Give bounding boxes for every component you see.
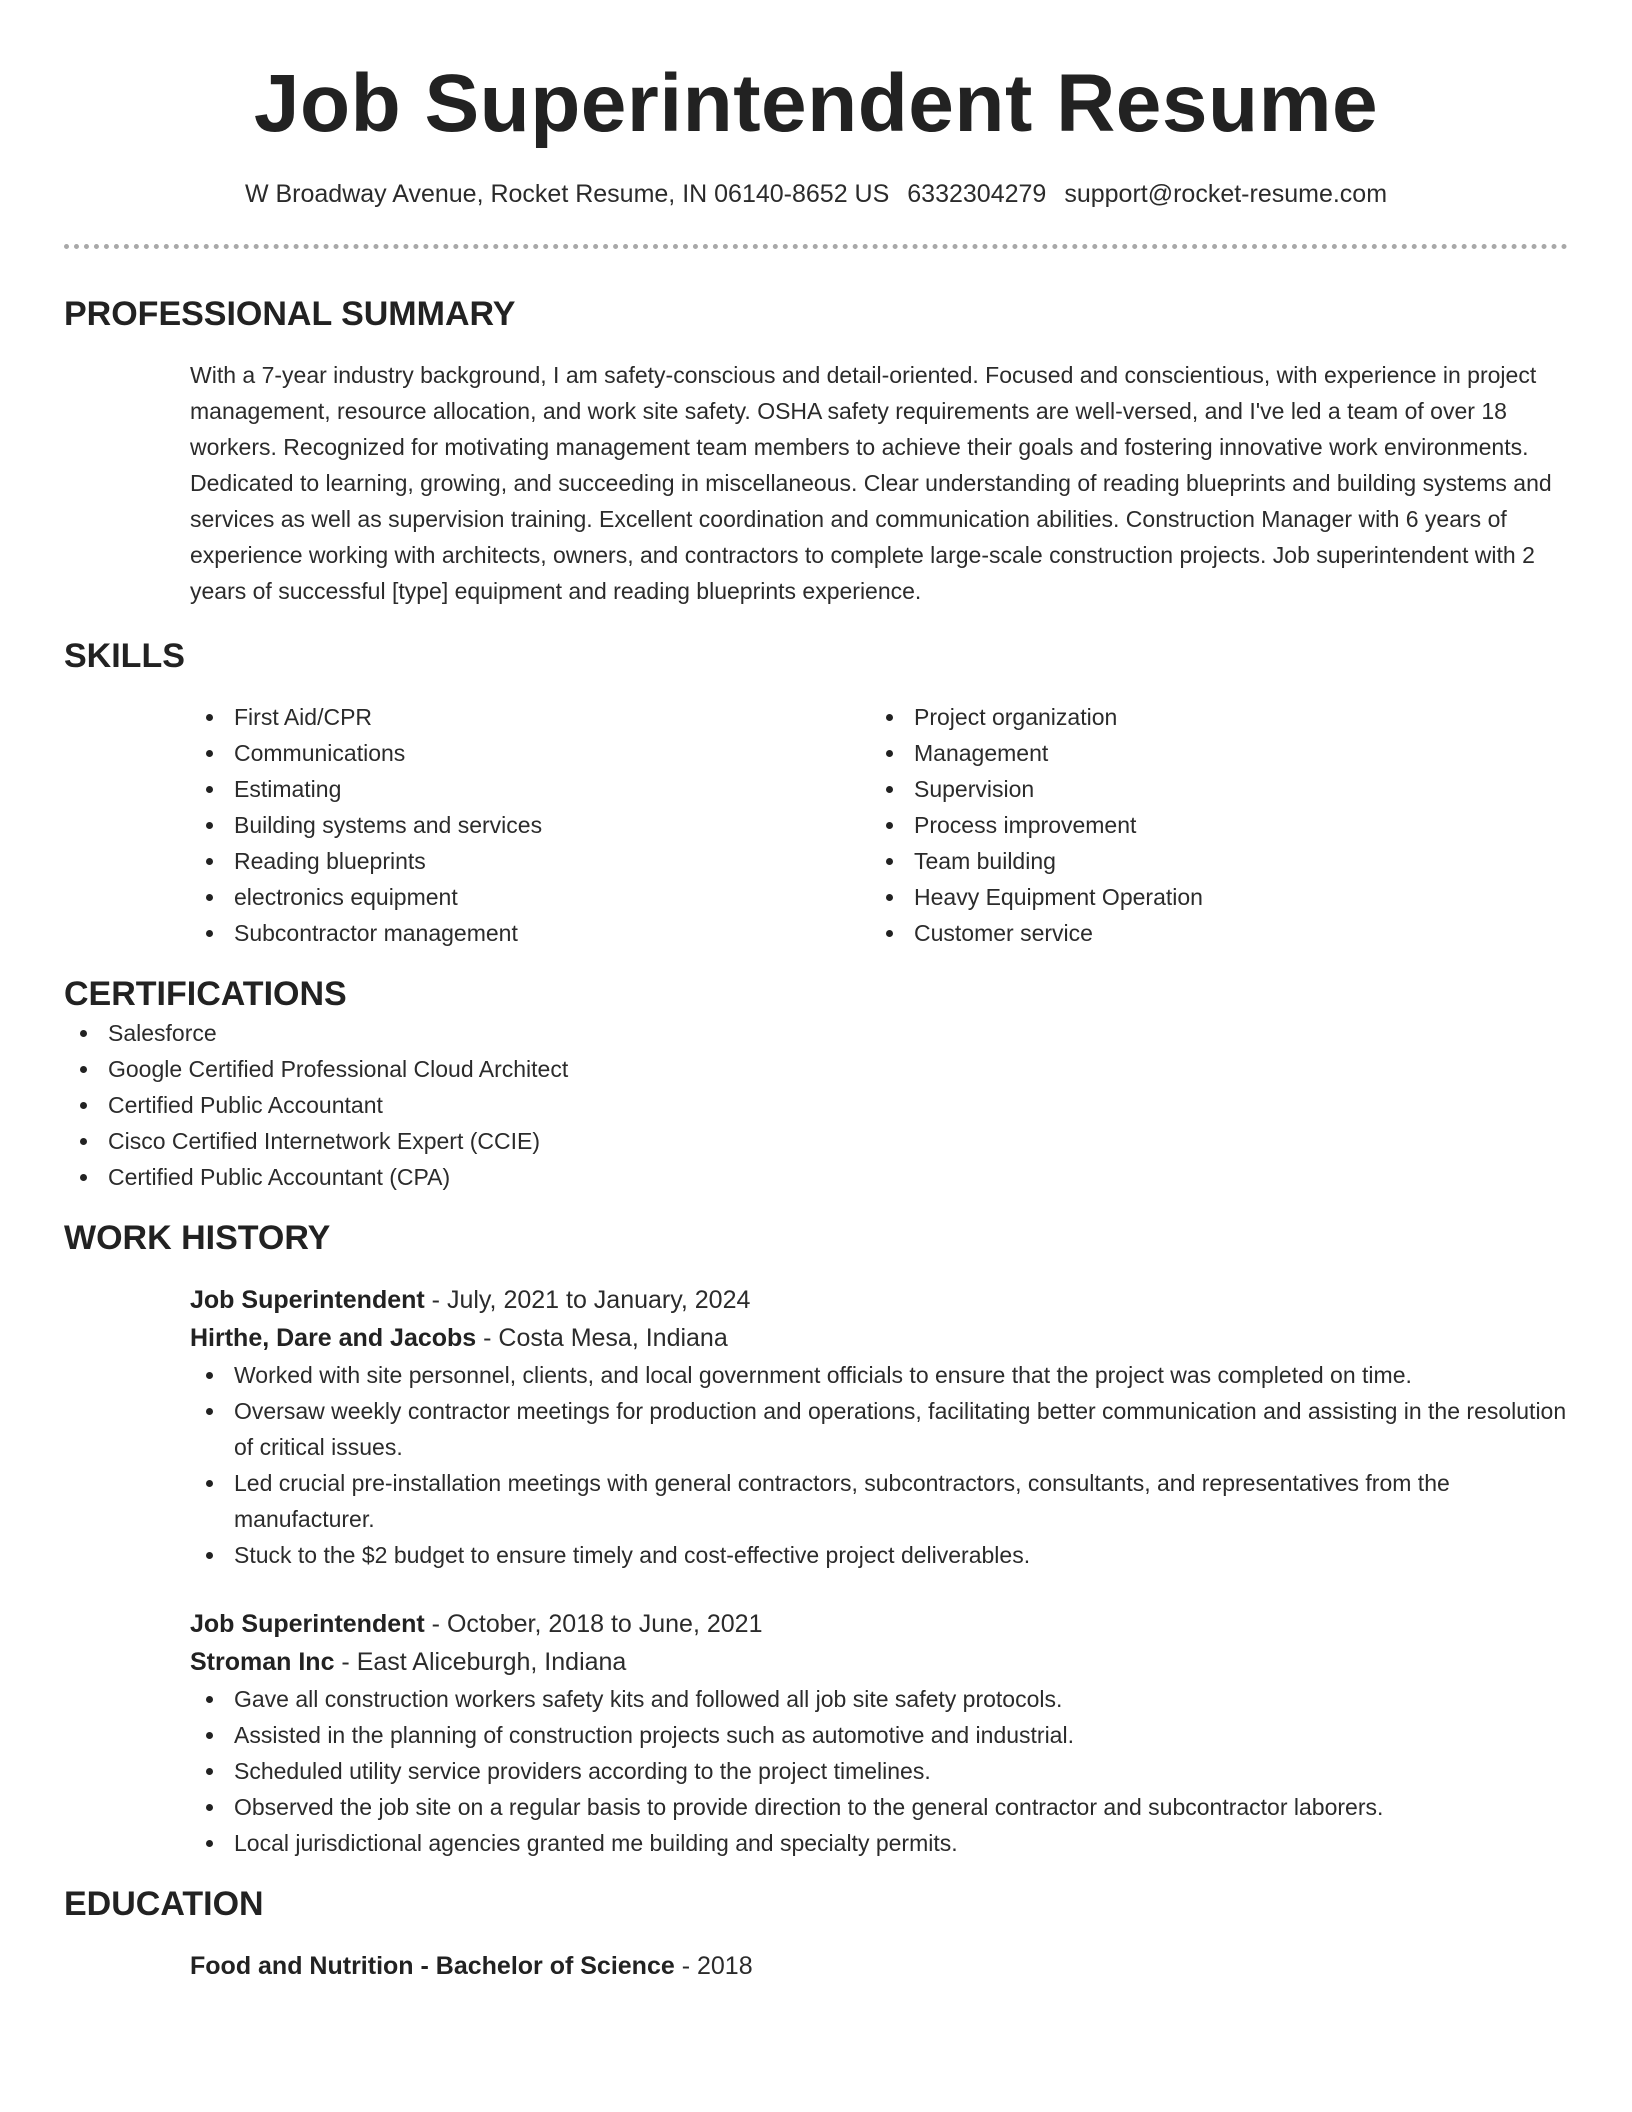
job-entry [190,1605,1568,1861]
skill-item: Heavy Equipment Operation [870,879,1550,915]
skill-item: Reading blueprints [190,843,870,879]
job-duty-item: Gave all construction workers safety kits and followed all job site safety protocols. [190,1681,1568,1717]
job-entry [190,1281,1568,1573]
job-title: Job Superintendent [190,1286,425,1314]
job-duty-item: Observed the job site on a regular basis to provide direction to the general contractor and subcontractor laborers. [190,1789,1568,1825]
skills-list [190,699,1568,951]
certification-item: Google Certified Professional Cloud Architect [64,1051,1568,1087]
skills-heading: SKILLS [64,637,185,675]
skill-item: Estimating [190,771,870,807]
skill-item: electronics equipment [190,879,870,915]
skill-item: Building systems and services [190,807,870,843]
skill-item: Communications [190,735,870,771]
work-history-heading: WORK HISTORY [64,1219,331,1257]
skill-item: Project organization [870,699,1550,735]
skill-item: First Aid/CPR [190,699,870,735]
job-dates: - July, 2021 to January, 2024 [424,1286,751,1314]
job-location: - Costa Mesa, Indiana [476,1324,728,1352]
job-location: - East Aliceburgh, Indiana [334,1648,627,1676]
certification-item: Certified Public Accountant (CPA) [64,1159,1568,1195]
certification-item: Certified Public Accountant [64,1087,1568,1123]
skills-column-right [870,699,1550,951]
contact-email: support@rocket-resume.com [1064,180,1388,208]
job-company-line [190,1319,1568,1357]
summary-text: With a 7-year industry background, I am safety-conscious and detail-oriented. Focused and conscientious, with experience in project management, resource allocation, and work site safety. OSHA safety requirements are well-versed, and I've led a team of over 18 workers. Recognized for motivating management team members to achieve their goals and fostering innovative work environments. Dedicated to learning, growing, and succeeding in miscellaneous. Clear understanding of reading blueprints and building systems and services as well as supervision training. Excellent coordination and communication abilities. Construction Manager with 6 years of experience working with architects, owners, and contractors to complete large-scale construction projects. Job superintendent with 2 years of successful [type] equipment and reading blueprints experience. [190,362,1552,604]
job-dates: - October, 2018 to June, 2021 [424,1610,763,1638]
resume-page [64,0,1568,1985]
job-company: Stroman Inc [190,1648,335,1676]
job-duty-item: Worked with site personnel, clients, and local government officials to ensure that the project was completed on time. [190,1357,1568,1393]
job-duties [190,1357,1568,1573]
skill-item: Customer service [870,915,1550,951]
job-title: Job Superintendent [190,1610,425,1638]
job-duty-item: Assisted in the planning of construction projects such as automotive and industrial. [190,1717,1568,1753]
summary-heading: PROFESSIONAL SUMMARY [64,295,516,333]
job-company-line [190,1643,1568,1681]
education-year: - 2018 [674,1952,753,1980]
education-degree: Food and Nutrition - Bachelor of Science [190,1952,675,1980]
certifications-list [64,1015,1568,1195]
job-company: Hirthe, Dare and Jacobs [190,1324,477,1352]
certification-item: Cisco Certified Internetwork Expert (CCIE) [64,1123,1568,1159]
certification-item: Salesforce [64,1015,1568,1051]
contact-address: W Broadway Avenue, Rocket Resume, IN 06140-8652 US [244,180,890,208]
education-entry [190,1947,1568,1985]
job-duty-item: Scheduled utility service providers according to the project timelines. [190,1753,1568,1789]
job-duties [190,1681,1568,1861]
job-duty-item: Local jurisdictional agencies granted me building and specialty permits. [190,1825,1568,1861]
skill-item: Supervision [870,771,1550,807]
job-duty-item: Led crucial pre-installation meetings with general contractors, subcontractors, consultants, and representatives from the manufacturer. [190,1465,1568,1537]
contact-phone: 6332304279 [907,180,1047,208]
education-heading: EDUCATION [64,1885,264,1923]
certifications-heading: CERTIFICATIONS [64,975,347,1013]
resume-title: Job Superintendent Resume [253,58,1379,149]
job-duty-item: Oversaw weekly contractor meetings for production and operations, facilitating better communication and assisting in the resolution of critical issues. [190,1393,1568,1465]
skills-column-left [190,699,870,951]
job-title-line [190,1281,1568,1319]
skill-item: Management [870,735,1550,771]
contact-info [64,178,1568,210]
job-title-line [190,1605,1568,1643]
header-divider [64,244,1568,249]
job-duty-item: Stuck to the $2 budget to ensure timely and cost-effective project deliverables. [190,1537,1568,1573]
skill-item: Team building [870,843,1550,879]
skill-item: Subcontractor management [190,915,870,951]
skill-item: Process improvement [870,807,1550,843]
